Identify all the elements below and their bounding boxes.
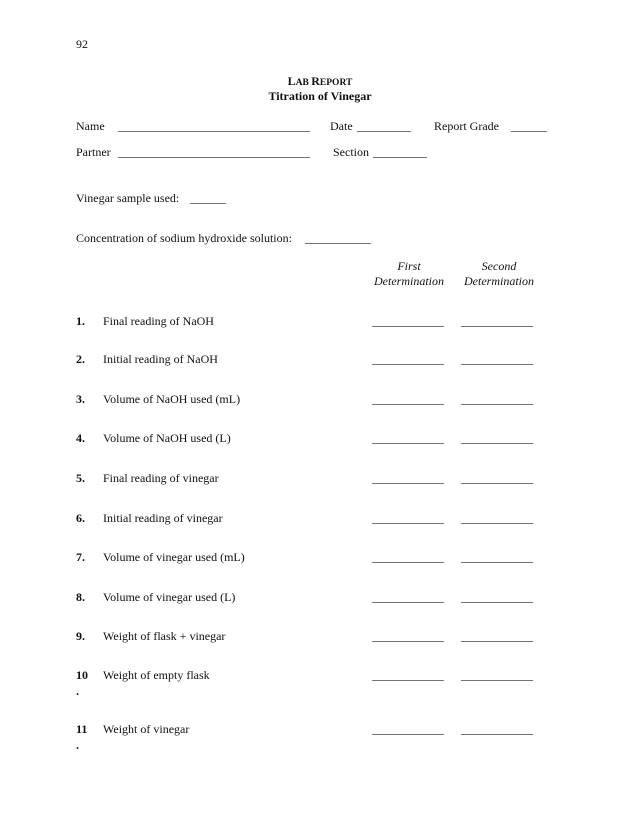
first-determination-field[interactable]: ____________ bbox=[372, 511, 444, 525]
first-determination-field[interactable]: ____________ bbox=[372, 629, 444, 643]
second-determination-field[interactable]: ____________ bbox=[461, 392, 533, 406]
second-determination-header-line2: Determination bbox=[464, 274, 534, 288]
report-label-initial-1: L bbox=[287, 74, 296, 88]
row-number: 1. bbox=[76, 314, 85, 328]
vinegar-sample-label: Vinegar sample used: bbox=[76, 191, 180, 205]
row-number: 3. bbox=[76, 392, 85, 406]
report-grade-field[interactable]: ______ bbox=[511, 119, 547, 133]
row-label: Volume of vinegar used (mL) bbox=[103, 550, 245, 564]
first-determination-field[interactable]: ____________ bbox=[372, 722, 444, 736]
row-number: 7. bbox=[76, 550, 85, 564]
second-determination-field[interactable]: ____________ bbox=[461, 471, 533, 485]
row-label: Weight of empty flask bbox=[103, 668, 210, 682]
first-determination-field[interactable]: ____________ bbox=[372, 431, 444, 445]
second-determination-field[interactable]: ____________ bbox=[461, 511, 533, 525]
report-grade-label: Report Grade bbox=[434, 119, 499, 133]
first-determination-field[interactable]: ____________ bbox=[372, 550, 444, 564]
row-number: 11 bbox=[76, 722, 88, 736]
row-number: 8. bbox=[76, 590, 85, 604]
row-label: Final reading of vinegar bbox=[103, 471, 219, 485]
name-label: Name bbox=[76, 119, 105, 133]
report-label-rest-1: AB bbox=[295, 78, 312, 88]
second-determination-field[interactable]: ____________ bbox=[461, 668, 533, 682]
row-number: 4. bbox=[76, 431, 85, 445]
partner-field[interactable]: ________________________________ bbox=[118, 145, 310, 159]
page-title: Titration of Vinegar bbox=[268, 89, 372, 103]
second-determination-field[interactable]: ____________ bbox=[461, 590, 533, 604]
row-number: 2. bbox=[76, 352, 85, 366]
row-label: Initial reading of NaOH bbox=[103, 352, 218, 366]
report-label-rest-2: EPORT bbox=[319, 78, 353, 88]
row-number: 10 bbox=[76, 668, 88, 682]
row-label: Volume of NaOH used (mL) bbox=[103, 392, 241, 406]
row-label: Weight of vinegar bbox=[103, 722, 190, 736]
first-determination-field[interactable]: ____________ bbox=[372, 392, 444, 406]
row-number: 5. bbox=[76, 471, 85, 485]
name-field[interactable]: ________________________________ bbox=[118, 119, 310, 133]
partner-label: Partner bbox=[76, 145, 111, 159]
naoh-concentration-field[interactable]: ___________ bbox=[305, 231, 371, 245]
section-field[interactable]: _________ bbox=[373, 145, 427, 159]
row-number: 6. bbox=[76, 511, 85, 525]
row-label: Initial reading of vinegar bbox=[103, 511, 223, 525]
row-label: Volume of vinegar used (L) bbox=[103, 590, 236, 604]
section-label: Section bbox=[333, 145, 369, 159]
row-number-dot: . bbox=[76, 684, 79, 698]
vinegar-sample-field[interactable]: ______ bbox=[190, 191, 226, 205]
first-determination-field[interactable]: ____________ bbox=[372, 668, 444, 682]
second-determination-field[interactable]: ____________ bbox=[461, 314, 533, 328]
first-determination-field[interactable]: ____________ bbox=[372, 314, 444, 328]
first-determination-field[interactable]: ____________ bbox=[372, 352, 444, 366]
first-determination-header-line1: First bbox=[397, 259, 421, 273]
row-label: Final reading of NaOH bbox=[103, 314, 214, 328]
first-determination-field[interactable]: ____________ bbox=[372, 471, 444, 485]
second-determination-field[interactable]: ____________ bbox=[461, 431, 533, 445]
row-label: Volume of NaOH used (L) bbox=[103, 431, 231, 445]
second-determination-field[interactable]: ____________ bbox=[461, 352, 533, 366]
second-determination-field[interactable]: ____________ bbox=[461, 629, 533, 643]
date-label: Date bbox=[330, 119, 353, 133]
first-determination-field[interactable]: ____________ bbox=[372, 590, 444, 604]
naoh-concentration-label: Concentration of sodium hydroxide solution: bbox=[76, 231, 292, 245]
second-determination-field[interactable]: ____________ bbox=[461, 722, 533, 736]
row-number: 9. bbox=[76, 629, 85, 643]
first-determination-header-line2: Determination bbox=[374, 274, 444, 288]
second-determination-field[interactable]: ____________ bbox=[461, 550, 533, 564]
row-label: Weight of flask + vinegar bbox=[103, 629, 226, 643]
row-number-dot: . bbox=[76, 738, 79, 752]
report-label-initial-2: R bbox=[311, 74, 320, 88]
second-determination-header-line1: Second bbox=[481, 259, 517, 273]
date-field[interactable]: _________ bbox=[357, 119, 411, 133]
page-number: 92 bbox=[76, 37, 88, 51]
report-label bbox=[200, 74, 440, 90]
